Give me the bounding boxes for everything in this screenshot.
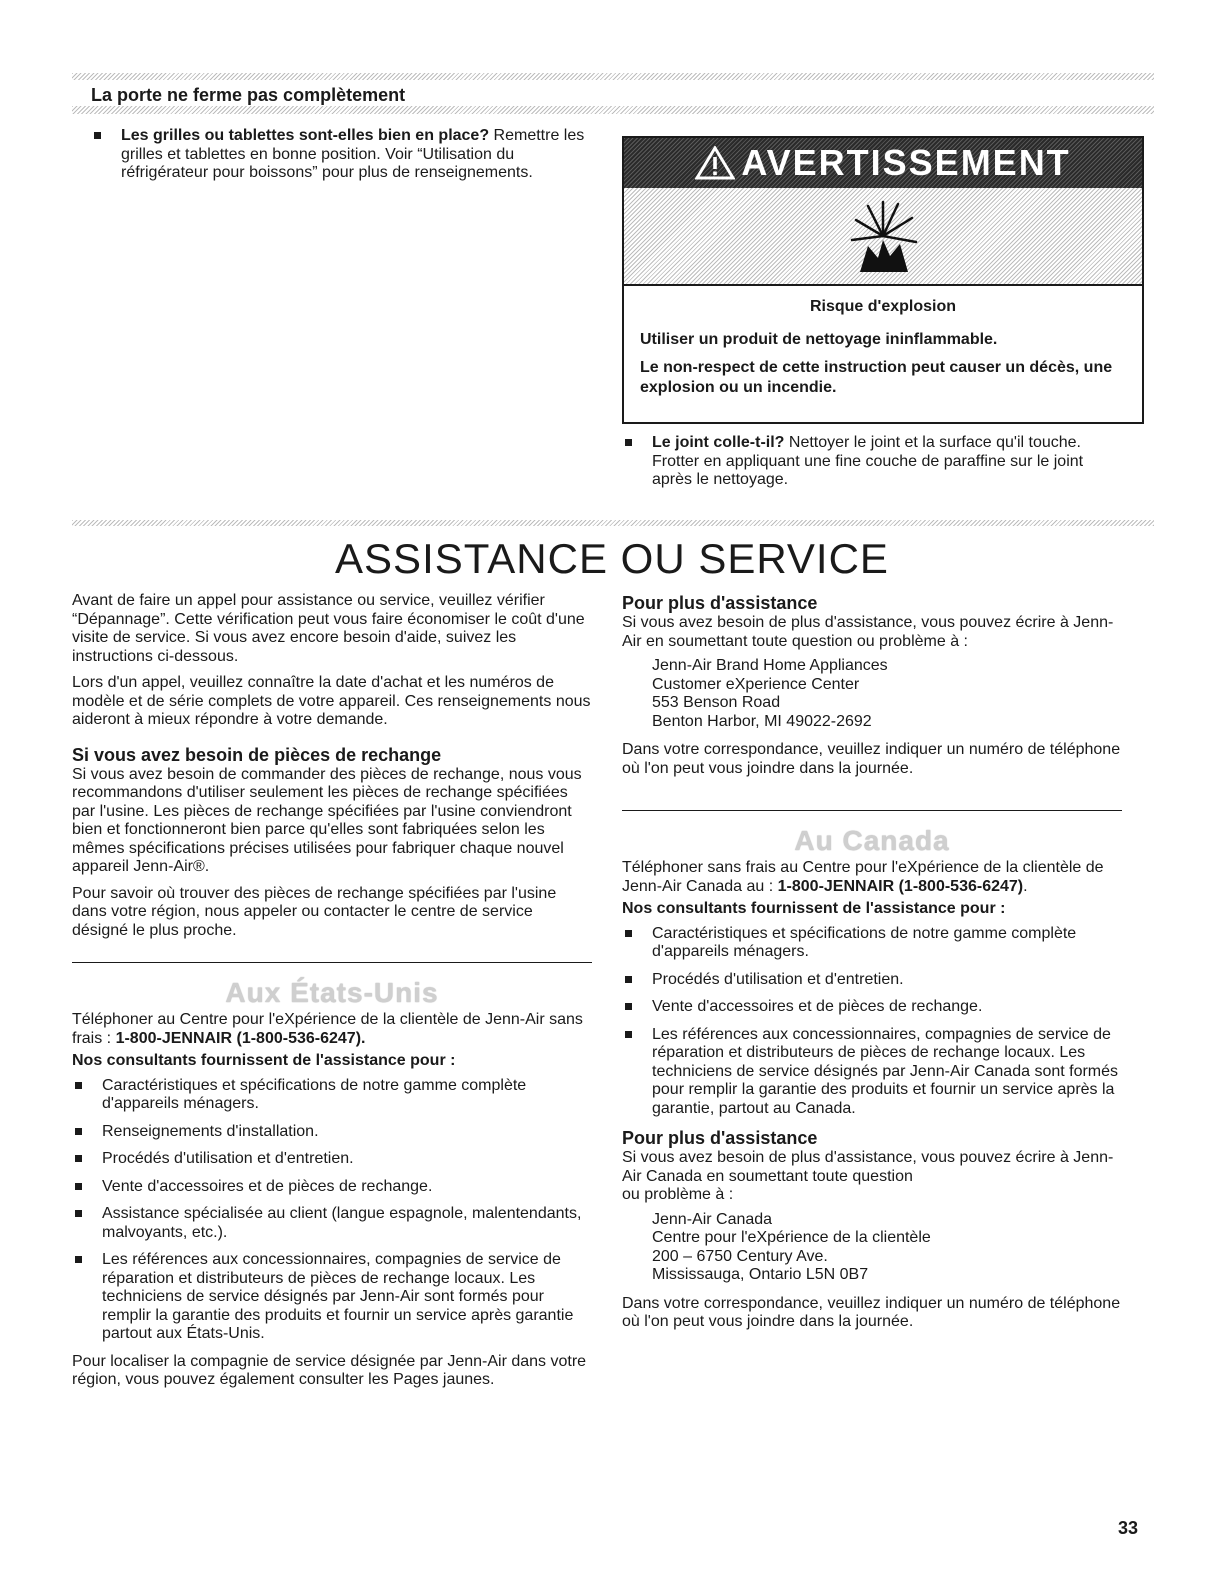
address-line: Customer eXperience Center [652,675,860,693]
left-column [72,592,592,1390]
intro-paragraph-2: Lors d'un appel, veuillez connaître la date d'achat et les numéros de modèle et de série complets de votre appareil. Ces renseignements nous aideront à mieux répondre à votre demande. [72,674,591,728]
top-divider-band [72,73,1154,80]
address-line: 553 Benson Road [652,694,781,711]
trouble-item-joint [622,434,1122,490]
right-column [622,592,1122,1332]
warning-triangle-icon [695,146,735,180]
address-line: Centre pour l'eXpérience de la clientèle [652,1229,931,1246]
canada-more-text-1: Si vous avez besoin de plus d'assistance, vous pouvez écrire à Jenn-Air Canada en soumettant toute question [622,1149,1114,1185]
us-footer: Pour localiser la compagnie de service désignée par Jenn-Air dans votre région, vous pouvez également consulter les Pages jaunes. [72,1352,587,1388]
canada-call-label: Téléphoner sans frais au Centre pour l'eXpérience de la clientèle de Jenn-Air Canada au : [622,859,1104,895]
more-assistance-heading: Pour plus d'assistance [622,593,818,613]
canada-phone: 1-800-JENNAIR (1-800-536-6247) [777,877,1024,895]
list-item: Procédés d'utilisation et d'entretien. [622,971,1122,990]
list-item: Les références aux concessionnaires, compagnies de service de réparation et distributeurs de pièces de rechange locaux. Les techniciens de service désignés par Jenn-Air sont formés pour remplir la garantie des produits et fournir un service après garantie partout aux États-Unis. [72,1251,592,1344]
trouble-item-text: Remettre les grilles et tablettes en bonne position. Voir “Utilisation du réfrigérateur pour boissons” pour plus de renseignements. [121,127,585,181]
canada-consult-heading: Nos consultants fournissent de l'assistance pour : [622,900,1006,917]
intro-paragraph-1: Avant de faire un appel pour assistance ou service, veuillez vérifier “Dépannage”. Cette vérification peut vous faire économiser le coût d'une visite de service. Si vous avez encore besoin d'aide, suivez les instructions ci-dessous. [72,592,585,665]
us-call-text [72,1011,592,1048]
us-heading: Aux États-Unis [225,977,439,1008]
list-item: Caractéristiques et spécifications de notre gamme complète d'appareils ménagers. [72,1077,592,1114]
list-item: Vente d'accessoires et de pièces de rechange. [622,998,1122,1017]
warning-line-2: Le non-respect de cette instruction peut causer un décès, une explosion ou un incendie. [640,359,1113,396]
warning-box [622,136,1144,424]
parts-paragraph: Si vous avez besoin de commander des pièces de rechange, nous vous recommandons d'utiliser seulement les pièces de rechange spécifiées par l'usine. Les pièces de rechange spécifiées par l'usine conviendront bien et fonctionneront bien parce qu'elles sont fabriquées selon les mêmes spécifications précises utilisées pour fabriquer chaque nouvel appareil Jenn-Air®. [72,765,582,875]
parts-heading: Si vous avez besoin de pièces de rechange [72,744,442,765]
address-line: Jenn-Air Brand Home Appliances [652,657,888,674]
us-consult-heading: Nos consultants fournissent de l'assistance pour : [72,1052,456,1069]
warning-body [624,286,1142,398]
list-item: Procédés d'utilisation et d'entretien. [72,1150,592,1169]
canada-correspondence-text: Dans votre correspondance, veuillez indiquer un numéro de téléphone où l'on peut vous joindre dans la journée. [622,1294,1121,1330]
canada-more-heading: Pour plus d'assistance [622,1128,818,1148]
address-line: Mississauga, Ontario L5N 0B7 [652,1266,869,1283]
warning-line-1: Utiliser un produit de nettoyage ininflammable. [640,331,998,348]
page-title: ASSISTANCE OU SERVICE [335,535,889,582]
us-call-label: Téléphoner au Centre pour l'eXpérience de la clientèle de Jenn-Air sans frais : [72,1011,583,1047]
us-phone: 1-800-JENNAIR (1-800-536-6247). [115,1029,366,1047]
list-item: Renseignements d'installation. [72,1123,592,1142]
section-divider-band [72,106,1154,114]
explosion-icon [838,196,928,276]
list-item: Caractéristiques et spécifications de notre gamme complète d'appareils ménagers. [622,925,1122,962]
canada-more-text-2: ou problème à : [622,1186,734,1203]
address-line: 200 – 6750 Century Ave. [652,1247,828,1265]
trouble-item-text: Nettoyer le joint et la surface qu'il touche. Frotter en appliquant une fine couche de paraffine sur le joint après le nettoyage. [652,434,1084,488]
trouble-item-bold: Les grilles ou tablettes sont-elles bien en place? [121,127,490,144]
address-line: Jenn-Air Canada [652,1210,773,1228]
canada-address [622,1211,1122,1285]
us-service-list [72,1077,592,1344]
list-item: Les références aux concessionnaires, compagnies de service de réparation et distributeurs de pièces de rechange locaux. Les techniciens de service désignés par Jenn-Air Canada sont formés pour remplir la garantie des produits et fournir un service après la garantie, partout au Canada. [622,1026,1122,1119]
trouble-item-grilles [91,127,591,183]
canada-heading: Au Canada [794,825,950,856]
warning-risk: Risque d'explosion [809,298,957,315]
list-item: Assistance spécialisée au client (langue espagnole, malentendants, malvoyants, etc.). [72,1205,592,1242]
correspondence-text: Dans votre correspondance, veuillez indiquer un numéro de téléphone où l'on peut vous joindre dans la journée. [622,741,1121,777]
parts-paragraph-2: Pour savoir où trouver des pièces de rechange spécifiées par l'usine dans votre région, nous appeler ou contacter le centre de service désigné le plus proche. [72,884,557,939]
troubleshoot-heading: La porte ne ferme pas complètement [91,85,406,105]
warning-symbol-area [624,188,1142,286]
more-assistance-text: Si vous avez besoin de plus d'assistance, vous pouvez écrire à Jenn-Air en soumettant toute question ou problème à : [622,614,1114,650]
canada-call-text: Téléphoner sans frais au Centre pour l'eXpérience de la clientèle de Jenn-Air Canada au : 1-800-JENNAIR (1-800-536-6247). [622,859,1104,895]
address-line: Benton Harbor, MI 49022-2692 [652,712,872,730]
trouble-item-bold: Le joint colle-t-il? [652,434,785,451]
list-item: Vente d'accessoires et de pièces de rechange. [72,1178,592,1197]
warning-title: AVERTISSEMENT [741,142,1071,183]
warning-header [624,138,1142,188]
mid-divider-band [72,520,1154,526]
us-address [622,657,1122,731]
canada-service-list [622,925,1122,1119]
page-number: 33 [1118,1518,1139,1538]
